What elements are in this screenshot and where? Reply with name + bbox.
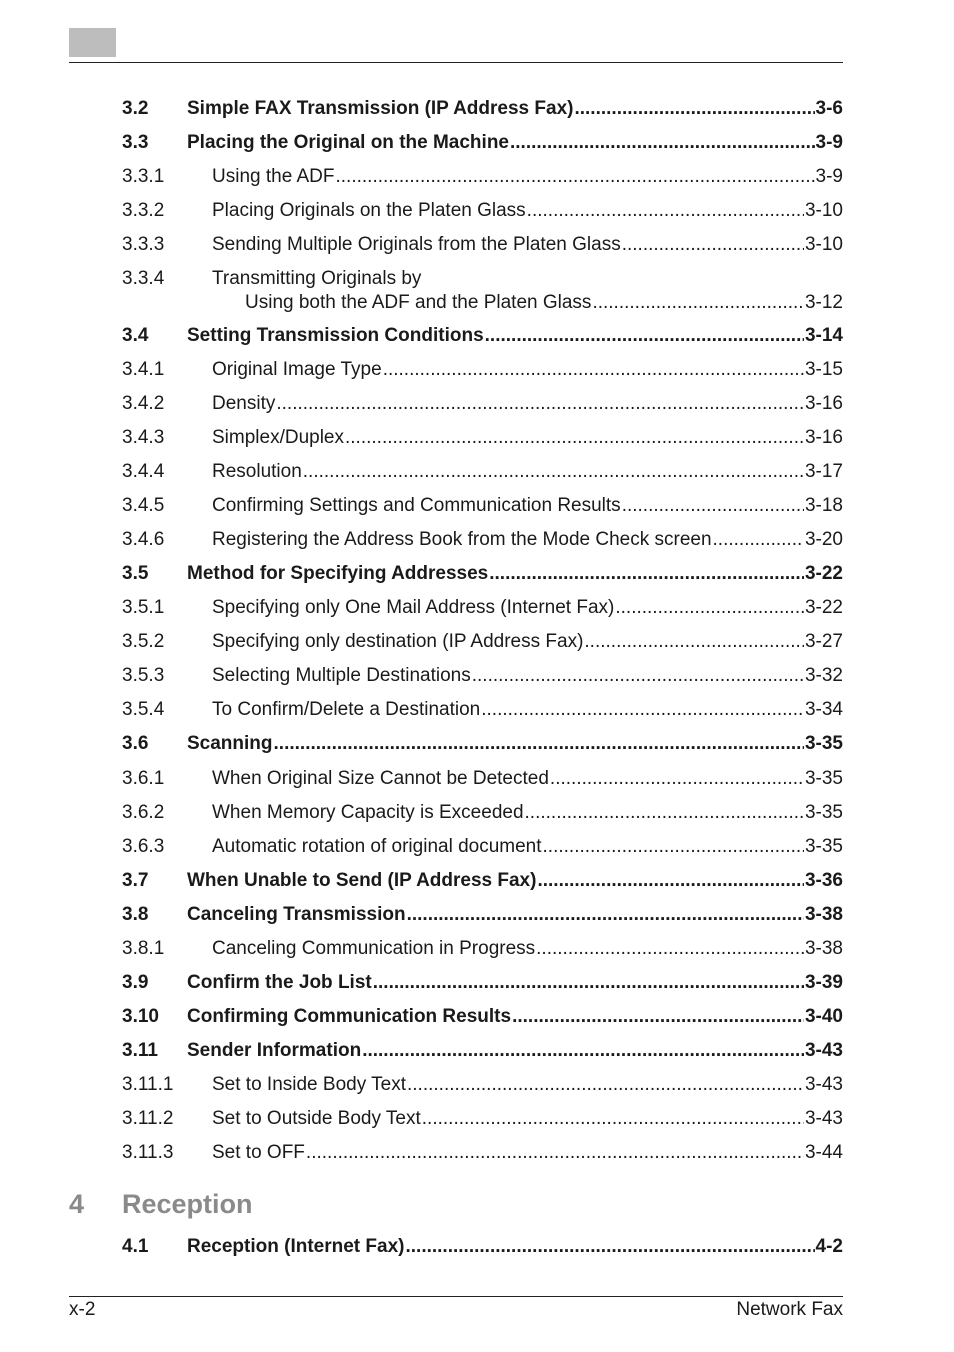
toc-entry-title: Original Image Type (212, 359, 382, 380)
toc-entry-line (187, 869, 843, 893)
toc-dot-leader (422, 1107, 804, 1131)
toc-entry-line (187, 324, 843, 348)
toc-dot-leader (303, 460, 804, 484)
toc-entry-line (212, 698, 843, 722)
toc-entry-title: Sending Multiple Originals from the Platen Glass (212, 234, 621, 255)
toc-entry-number: 3.4 (122, 325, 149, 346)
toc-dot-leader (510, 131, 815, 155)
toc-dot-leader (537, 869, 804, 893)
toc-entry-page: 3-9 (815, 132, 843, 153)
toc-entry-title: Scanning (187, 733, 273, 754)
toc-entry-number: 3.4.4 (122, 461, 165, 482)
toc-entry-number: 3.10 (122, 1006, 159, 1027)
toc-entry-line (212, 494, 843, 518)
toc-entry-title: Automatic rotation of original document (212, 836, 542, 857)
toc-entry-line (212, 801, 843, 825)
toc-entry-page: 3-39 (804, 972, 843, 993)
toc-entry-number: 3.3.2 (122, 200, 165, 221)
toc-entry-title: Registering the Address Book from the Mode Check screen (212, 529, 712, 550)
toc-entry-title: Canceling Communication in Progress (212, 938, 536, 959)
toc-dot-leader (584, 630, 804, 654)
toc-entry-page: 3-32 (804, 665, 843, 686)
toc-entry-title: To Confirm/Delete a Destination (212, 699, 481, 720)
toc-entry-title: Canceling Transmission (187, 904, 406, 925)
toc-entry-title: Specifying only destination (IP Address Fax) (212, 631, 584, 652)
toc-entry-page: 3-35 (804, 733, 843, 754)
toc-entry-line (245, 291, 843, 315)
toc-entry-number: 3.4.6 (122, 529, 165, 550)
toc-entry-title: Selecting Multiple Destinations (212, 665, 471, 686)
toc-entry-line (212, 199, 843, 223)
toc-dot-leader (485, 324, 804, 348)
toc-entry-page: 3-6 (815, 98, 843, 119)
toc-entry-page: 3-20 (804, 529, 843, 550)
toc-entry-number: 3.2 (122, 98, 149, 119)
toc-entry-number: 3.4.1 (122, 359, 165, 380)
toc-entry-number: 3.3 (122, 132, 149, 153)
toc-entry-line (212, 392, 843, 416)
toc-entry-title: Resolution (212, 461, 302, 482)
toc-entry-line (187, 1039, 843, 1063)
toc-dot-leader (615, 596, 804, 620)
toc-entry-number: 3.5.4 (122, 699, 165, 720)
toc-entry-line (187, 1005, 843, 1029)
toc-entry-line (212, 165, 843, 189)
toc-dot-leader (336, 165, 815, 189)
toc-entry-page: 3-22 (804, 563, 843, 584)
toc-dot-leader (525, 801, 804, 825)
toc-entry-page: 3-43 (804, 1074, 843, 1095)
toc-entry-number: 3.3.3 (122, 234, 165, 255)
toc-entry-number: 3.3.1 (122, 166, 165, 187)
toc-entry-number: 3.11.3 (122, 1142, 174, 1163)
header-tab (69, 28, 116, 57)
toc-entry-page: 3-12 (804, 292, 843, 313)
toc-entry-title: Confirm the Job List (187, 972, 372, 993)
toc-entry-number: 3.5 (122, 563, 149, 584)
toc-dot-leader (489, 562, 804, 586)
toc-entry-line (212, 767, 843, 791)
toc-entry-number: 3.11.2 (122, 1108, 174, 1129)
toc-entry-number: 3.8.1 (122, 938, 165, 959)
toc-entry-title: When Unable to Send (IP Address Fax) (187, 870, 537, 891)
toc-entry-number: 3.4.3 (122, 427, 165, 448)
toc-entry-page: 3-36 (804, 870, 843, 891)
page-number: x-2 (69, 1299, 96, 1320)
toc-dot-leader (622, 233, 804, 257)
toc-dot-leader (527, 199, 804, 223)
toc-entry-title: Setting Transmission Conditions (187, 325, 484, 346)
toc-entry-title: Using the ADF (212, 166, 335, 187)
toc-entry-number: 3.5.3 (122, 665, 165, 686)
toc-dot-leader (472, 664, 804, 688)
toc-dot-leader (306, 1141, 804, 1165)
header-divider (69, 62, 843, 63)
toc-entry-line (212, 426, 843, 450)
toc-entry-page: 3-44 (804, 1142, 843, 1163)
toc-entry-title: Specifying only One Mail Address (Internet Fax) (212, 597, 615, 618)
toc-dot-leader (383, 358, 804, 382)
footer-divider (69, 1296, 843, 1297)
toc-entry-page: 3-16 (804, 427, 843, 448)
toc-dot-leader (407, 903, 804, 927)
chapter-number: 4 (69, 1189, 85, 1219)
toc-entry-number: 3.6 (122, 733, 149, 754)
toc-entry-line (212, 630, 843, 654)
toc-dot-leader (550, 767, 804, 791)
toc-entry-page: 3-43 (804, 1040, 843, 1061)
toc-dot-leader (512, 1005, 804, 1029)
toc-entry-line (212, 1107, 843, 1131)
toc-entry-page: 3-18 (804, 495, 843, 516)
toc-entry-line (212, 460, 843, 484)
toc-entry-line (212, 664, 843, 688)
toc-entry-page: 3-10 (804, 200, 843, 221)
toc-entry-line (212, 1141, 843, 1165)
toc-entry-number: 3.6.2 (122, 802, 165, 823)
toc-dot-leader (622, 494, 804, 518)
toc-entry-number: 3.7 (122, 870, 149, 891)
toc-entry-title: Placing the Original on the Machine (187, 132, 509, 153)
toc-entry-page: 3-38 (804, 938, 843, 959)
toc-dot-leader (407, 1073, 804, 1097)
chapter-title: Reception (122, 1189, 253, 1219)
toc-entry-line (187, 131, 843, 155)
toc-entry-line (187, 1235, 843, 1259)
toc-entry-number: 3.8 (122, 904, 149, 925)
toc-entry-page: 3-34 (804, 699, 843, 720)
toc-entry-line (212, 835, 843, 859)
toc-entry-title: Density (212, 393, 276, 414)
toc-entry-page: 3-43 (804, 1108, 843, 1129)
toc-entry-number: 4.1 (122, 1236, 149, 1257)
toc-entry-line (187, 971, 843, 995)
toc-entry-number: 3.6.1 (122, 768, 165, 789)
toc-dot-leader (405, 1235, 814, 1259)
document-title: Network Fax (736, 1299, 843, 1320)
toc-entry-page: 3-10 (804, 234, 843, 255)
toc-entry-number: 3.5.2 (122, 631, 165, 652)
toc-entry-page: 3-22 (804, 597, 843, 618)
toc-entry-title: Set to OFF (212, 1142, 305, 1163)
toc-entry-line (212, 358, 843, 382)
toc-entry-line (212, 937, 843, 961)
toc-dot-leader (274, 732, 804, 756)
toc-entry-line (187, 97, 843, 121)
toc-entry-page: 3-35 (804, 802, 843, 823)
toc-entry-title: Reception (Internet Fax) (187, 1236, 405, 1257)
toc-dot-leader (362, 1039, 804, 1063)
toc-entry-title: Sender Information (187, 1040, 362, 1061)
toc-dot-leader (543, 835, 804, 859)
toc-entry-page: 3-9 (815, 166, 843, 187)
toc-dot-leader (276, 392, 804, 416)
toc-entry-page: 3-17 (804, 461, 843, 482)
toc-entry-line (187, 732, 843, 756)
toc-entry-number: 3.11.1 (122, 1074, 174, 1095)
toc-entry-number: 3.4.2 (122, 393, 165, 414)
toc-dot-leader (713, 528, 804, 552)
toc-dot-leader (345, 426, 804, 450)
toc-entry-title: Method for Specifying Addresses (187, 563, 489, 584)
toc-dot-leader (574, 97, 814, 121)
toc-entry-page: 3-35 (804, 836, 843, 857)
toc-entry-title: Confirming Communication Results (187, 1006, 512, 1027)
toc-entry-title-line1: Transmitting Originals by (212, 268, 422, 289)
toc-entry-number: 3.9 (122, 972, 149, 993)
toc-entry-title: Simple FAX Transmission (IP Address Fax) (187, 98, 574, 119)
toc-dot-leader (536, 937, 804, 961)
toc-dot-leader (373, 971, 804, 995)
toc-entry-title: Simplex/Duplex (212, 427, 344, 448)
toc-entry-number: 3.4.5 (122, 495, 165, 516)
toc-entry-title: When Memory Capacity is Exceeded (212, 802, 524, 823)
toc-entry-line (187, 903, 843, 927)
toc-entry-page: 3-15 (804, 359, 843, 380)
toc-entry-title: Placing Originals on the Platen Glass (212, 200, 526, 221)
toc-entry-page: 3-35 (804, 768, 843, 789)
toc-entry-title: Set to Outside Body Text (212, 1108, 421, 1129)
toc-dot-leader (592, 291, 804, 315)
toc-entry-line (212, 596, 843, 620)
toc-entry-page: 3-27 (804, 631, 843, 652)
toc-entry-page: 3-16 (804, 393, 843, 414)
toc-entry-title: Using both the ADF and the Platen Glass (245, 292, 592, 313)
toc-entry-line (212, 1073, 843, 1097)
toc-entry-title: Set to Inside Body Text (212, 1074, 406, 1095)
toc-entry-page: 4-2 (815, 1236, 843, 1257)
toc-entry-page: 3-40 (804, 1006, 843, 1027)
toc-entry-number: 3.3.4 (122, 268, 165, 289)
toc-entry-title: Confirming Settings and Communication Results (212, 495, 621, 516)
toc-entry-number: 3.5.1 (122, 597, 165, 618)
toc-entry-title: When Original Size Cannot be Detected (212, 768, 549, 789)
toc-entry-page: 3-38 (804, 904, 843, 925)
toc-entry-page: 3-14 (804, 325, 843, 346)
toc-entry-line (212, 233, 843, 257)
toc-entry-number: 3.11 (122, 1040, 158, 1061)
toc-entry-line (187, 562, 843, 586)
toc-entry-number: 3.6.3 (122, 836, 165, 857)
toc-entry-line (212, 528, 843, 552)
toc-dot-leader (481, 698, 804, 722)
